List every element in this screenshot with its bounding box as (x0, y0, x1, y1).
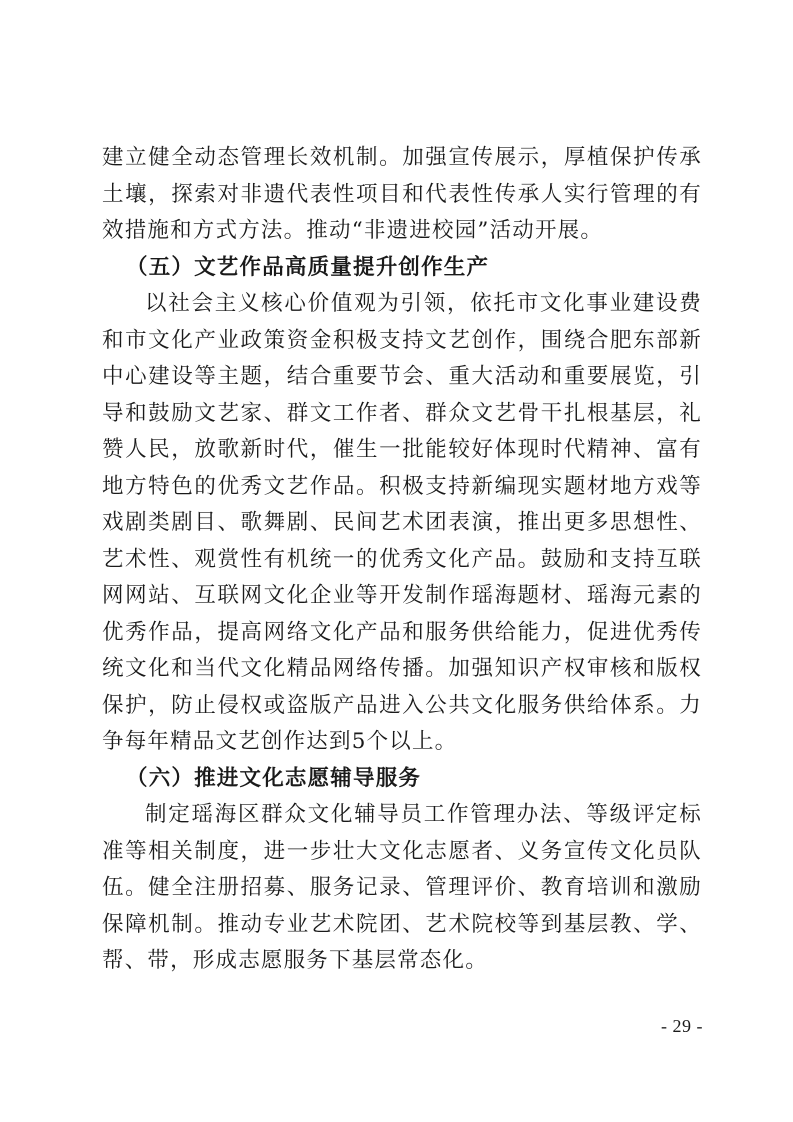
paragraph-arts-creation: 以社会主义核心价值观为引领，依托市文化事业建设费和市文化产业政策资金积极支持文艺创作，围绕合肥东部新中心建设等主题，结合重要节会、重大活动和重要展览，引导和鼓励文艺家、群文工作者、群众文艺骨干扎根基层，礼赞人民，放歌新时代，催生一批能较好体现时代精神、富有地方特色的优秀文艺作品。积极支持新编现实题材地方戏等戏剧类剧目、歌舞剧、民间艺术团表演，推出更多思想性、艺术性、观赏性有机统一的优秀文化产品。鼓励和支持互联网网站、互联网文化企业等开发制作瑶海题材、瑶海元素的优秀作品，提高网络文化产品和服务供给能力，促进优秀传统文化和当代文化精品网络传播。加强知识产权审核和版权保护，防止侵权或盗版产品进入公共文化服务供给体系。力争每年精品文艺创作达到5个以上。 (102, 291, 702, 754)
document-body (102, 140, 702, 980)
section-heading-5: （五）文艺作品高质量提升创作生产 (126, 254, 490, 280)
paragraph-volunteer-service: 制定瑶海区群众文化辅导员工作管理办法、等级评定标准等相关制度，进一步壮大文化志愿者、义务宣传文化员队伍。健全注册招募、服务记录、管理评价、教育培训和激励保障机制。推动专业艺术院团、艺术院校等到基层教、学、帮、带，形成志愿服务下基层常态化。 (102, 802, 702, 973)
page-number: - 29 - (661, 1016, 703, 1036)
paragraph-continuation: 建立健全动态管理长效机制。加强宣传展示，厚植保护传承土壤，探索对非遗代表性项目和代表性传承人实行管理的有效措施和方式方法。推动“非遗进校园”活动开展。 (102, 145, 702, 243)
section-heading-6: （六）推进文化志愿辅导服务 (126, 765, 422, 791)
